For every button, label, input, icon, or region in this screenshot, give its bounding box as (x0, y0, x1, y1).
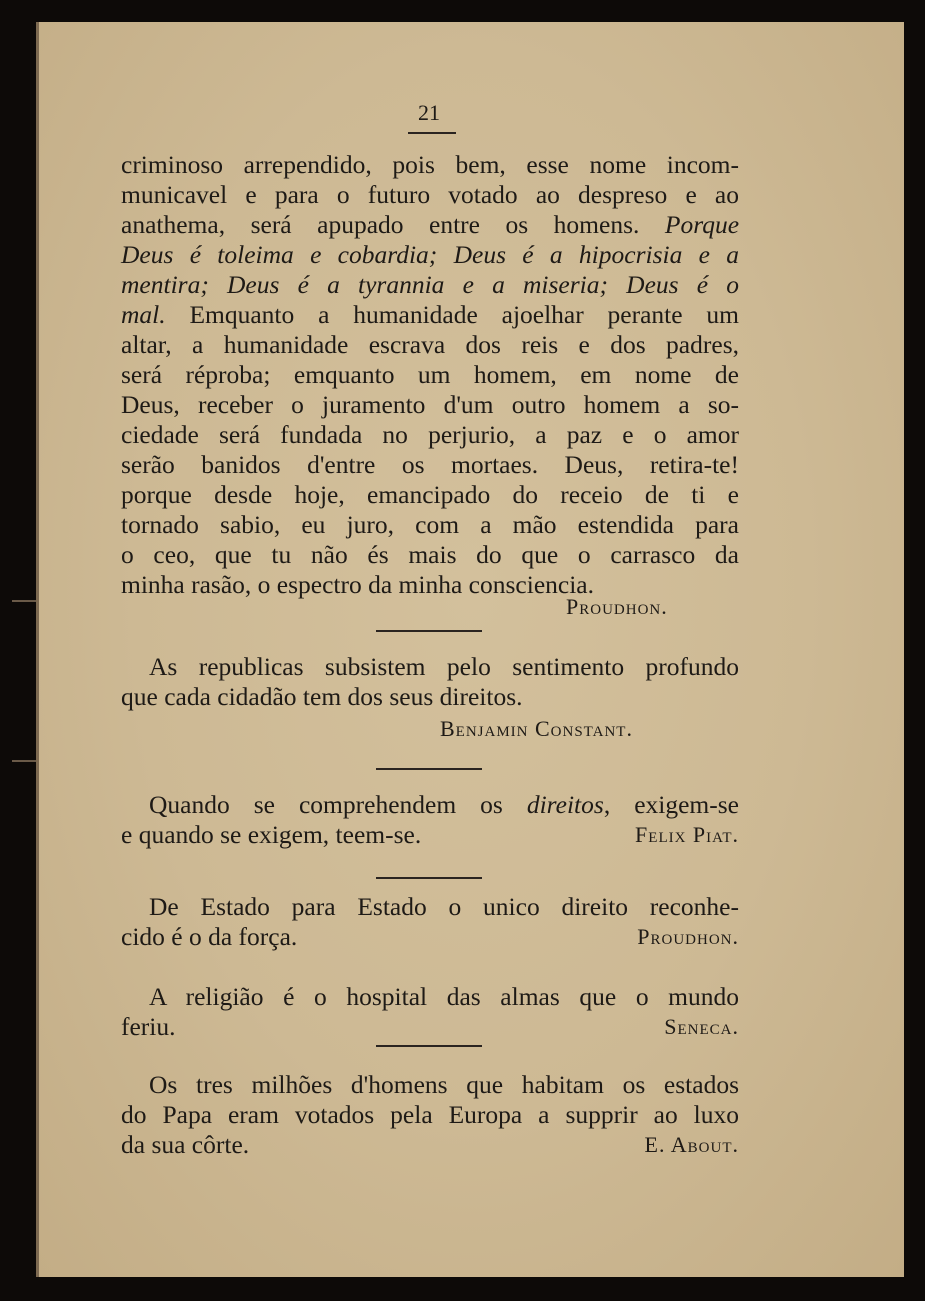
text-line: tornado sabio, eu juro, com a mão estendida para (121, 510, 739, 539)
italic-text: mentira; Deus é a tyrannia e a miseria; Deus é o (121, 270, 739, 299)
passage-constant (121, 652, 739, 712)
text-segment: Emquanto a humanidade ajoelhar perante um (189, 300, 739, 329)
italic-text: Porque (664, 210, 740, 239)
section-divider (376, 768, 482, 770)
text-line (121, 922, 739, 952)
text-line: ciedade será fundada no perjurio, a paz e o amor (121, 420, 739, 449)
text-line (121, 1012, 739, 1042)
text-line: altar, a humanidade escrava dos reis e dos padres, (121, 330, 739, 359)
italic-text: direitos (526, 790, 604, 819)
section-divider (376, 1045, 482, 1047)
page-number-rule (408, 132, 456, 134)
text-line (121, 820, 739, 850)
passage-seneca (121, 982, 739, 1042)
passage-proudhon-2 (121, 892, 739, 952)
section-divider (376, 877, 482, 879)
page-number: 21 (418, 100, 440, 125)
text-line (121, 210, 739, 240)
author-attribution: E. About. (644, 1132, 739, 1157)
text-line (121, 1130, 739, 1160)
italic-text: mal. (121, 300, 166, 329)
passage-proudhon-1 (121, 150, 739, 600)
text-line: será réproba; emquanto um homem, em nome de (121, 360, 739, 389)
text-line: serão banidos d'entre os mortaes. Deus, retira-te! (121, 450, 739, 479)
section-divider (376, 630, 482, 632)
text-segment: Quando se comprehendem os (149, 790, 503, 819)
text-line: Deus, receber o juramento d'um outro homem a so- (121, 390, 739, 419)
text-line: As republicas subsistem pelo sentimento profundo (149, 652, 739, 681)
text-line: De Estado para Estado o unico direito reconhe- (149, 892, 739, 921)
text-line: o ceo, que tu não és mais do que o carrasco da (121, 540, 739, 569)
passage-about (121, 1070, 739, 1160)
text-segment: cido é o da força. (121, 922, 298, 951)
author-attribution: Proudhon. (566, 594, 668, 619)
text-line: do Papa eram votados pela Europa a supprir ao luxo (121, 1100, 739, 1129)
author-attribution: Benjamin Constant. (440, 716, 633, 741)
text-segment: , exigem-se (603, 790, 739, 819)
text-segment: da sua côrte. (121, 1130, 250, 1159)
author-attribution: Proudhon. (637, 924, 739, 949)
italic-text: Deus é toleima e cobardia; Deus é a hipocrisia e a (121, 240, 739, 269)
text-line: municavel e para o futuro votado ao despreso e ao (121, 180, 739, 209)
text-segment: feriu. (121, 1012, 176, 1041)
author-attribution: Seneca. (664, 1014, 739, 1039)
text-line: minha rasão, o espectro da minha consciencia. (121, 570, 594, 599)
text-line: A religião é o hospital das almas que o mundo (149, 982, 739, 1011)
text-line: porque desde hoje, emancipado do receio de ti e (121, 480, 739, 509)
text-segment: e quando se exigem, teem-se. (121, 820, 422, 849)
text-line (121, 240, 739, 270)
text-line (121, 300, 739, 330)
text-line (121, 270, 739, 300)
author-attribution: Felix Piat. (635, 822, 739, 847)
passage-piat (121, 790, 739, 850)
text-segment: anathema, será apupado entre os homens. (121, 210, 640, 239)
text-line: que cada cidadão tem dos seus direitos. (121, 682, 523, 711)
text-line (121, 790, 739, 820)
text-line: criminoso arrependido, pois bem, esse nome incom- (121, 150, 739, 179)
text-line: Os tres milhões d'homens que habitam os estados (149, 1070, 739, 1099)
